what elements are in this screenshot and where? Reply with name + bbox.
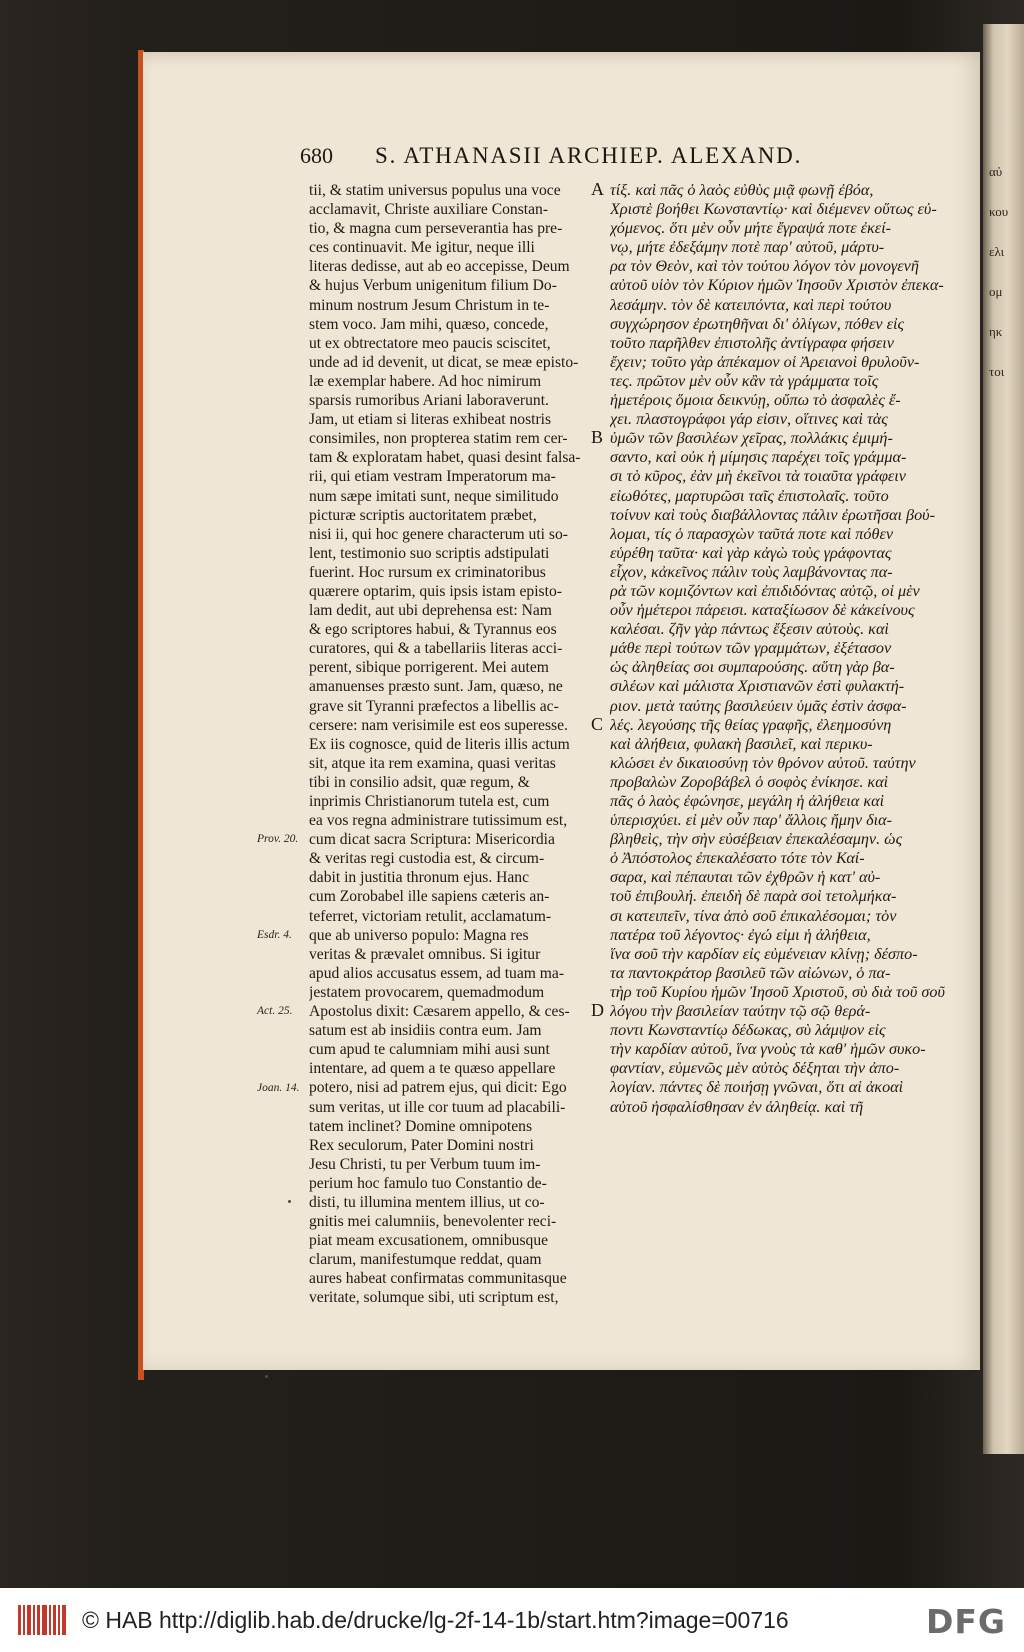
greek-text-line: σαρα, καὶ πέπαυται τῶν ἐχθρῶν ἡ κατ' αὐ- <box>610 868 881 887</box>
greek-text-line: τα παντοκράτορ βασιλεῦ τῶν αἰώνων, ὁ πα- <box>610 963 891 982</box>
latin-text-line: potero, nisi ad patrem ejus, qui dicit: Ego <box>309 1079 567 1097</box>
greek-text-line: εὑρέθη ταῦτα· καὶ γὰρ κἀγὼ τοὺς γράφοντας <box>610 543 892 562</box>
greek-text-line: ὑμῶν τῶν βασιλέων χεῖρας, πολλάκις ἐμιμή- <box>610 429 893 448</box>
greek-text-line: ὑπερισχύει. εἰ μὲν οὖν παρ' ἄλλοις ἤμην δια- <box>610 811 893 830</box>
latin-text-line: Jesu Christi, tu per Verbum tuum im- <box>309 1155 541 1173</box>
greek-text-line: ὁ Ἀπόστολος ἐπεκαλέσατο τότε τὸν Καί- <box>610 849 865 868</box>
latin-text-line: intentare, ad quem a te quæso appellare <box>309 1060 556 1078</box>
dfg-logo: DFG <box>925 1602 1006 1641</box>
greek-text-line: νῳ, μήτε ἐδεξάμην ποτὲ παρ' αὐτοῦ, μάρτυ- <box>610 238 885 257</box>
latin-text-line: consimiles, non propterea statim rem cer- <box>309 430 568 448</box>
running-head <box>300 143 860 173</box>
greek-text-line: εἰωθότες, μαρτυρῶσι ταῖς ἐπιστολαῖς. τοῦτο <box>610 486 889 505</box>
greek-text-line: χει. πλαστογράφοι γάρ εἰσιν, οἵτινες καὶ τὰς <box>610 410 888 429</box>
greek-text-line: τοῦτο παρῆλθεν ἐπιστολῆς ἀντίγραφα φήσειν <box>610 333 894 352</box>
latin-text-line: minum nostrum Jesum Christum in te- <box>309 296 550 314</box>
greek-text-line: ὡς ἀληθείας σοι συμπαρούσης. αὕτη γὰρ βα- <box>610 658 895 677</box>
greek-text-line: τίξ. καὶ πᾶς ὁ λαὸς εὐθὺς μιᾷ φωνῇ ἐβόα, <box>610 181 874 199</box>
latin-text-line: veritas & prævalet omnibus. Si igitur <box>309 945 541 963</box>
greek-text-line: ἔχειν; τοῦτο γὰρ ἀπέκαμον οἱ Ἀρειανοὶ θρυλοῦν- <box>610 352 920 371</box>
latin-text-line: fuerint. Hoc rursum ex criminatoribus <box>309 563 546 581</box>
latin-text-line: unde ad id devenit, ut dicat, se meæ episto- <box>309 353 579 371</box>
latin-text-line: ea vos regna administrare tutissimum est, <box>309 812 568 830</box>
latin-text-line: satum est ab insidiis contra eum. Jam <box>309 1022 542 1040</box>
latin-text-line: lent, testimonio suo scriptis adstipulati <box>309 544 550 562</box>
margin-note: Esdr. 4. <box>257 928 292 941</box>
greek-text-line: τες. πρῶτον μὲν οὖν κἂν τὰ γράμματα τοῖς <box>610 371 879 390</box>
greek-text-line: λεσάμην. τὸν δὲ κατειπόντα, καὶ περὶ τούτου <box>610 295 892 314</box>
greek-text-line: Χριστὲ βοήθει Κωνσταντίῳ· καὶ διέμενεν οὕτως εὐ- <box>610 200 937 219</box>
greek-text-line: φαντίαν, εὐμενῶς μὲν αὐτὸς δέξηται τὴν ἀπο- <box>610 1059 900 1078</box>
latin-text-line: amanuenses præsto sunt. Jam, quæso, ne <box>309 678 563 696</box>
latin-text-line: perium hoc famulo tuo Constantio de- <box>309 1174 547 1192</box>
greek-text-line: καὶ ἀλήθεια, φυλακὴ βασιλεῖ, καὶ περικυ- <box>610 734 873 753</box>
ink-speck <box>265 1375 268 1378</box>
facing-page-fragment: ηκ <box>989 324 1003 339</box>
latin-text-line: num sæpe imitati sunt, neque similitudo <box>309 487 559 505</box>
latin-text-line: & ego scriptores habui, & Tyrannus eos <box>309 621 557 639</box>
latin-text-line: veritate, solumque sibi, uti scriptum est, <box>309 1289 559 1307</box>
greek-text-line: λόγου τὴν βασιλείαν ταύτην τῷ σῷ θερά- <box>610 1002 871 1021</box>
greek-text-line: μάθε περὶ τούτων τῶν γραμμάτων, ἐξέτασον <box>610 639 892 658</box>
latin-text-line: læ exemplar habere. Ad hoc nimirum <box>309 372 542 390</box>
latin-text-line: perent, sibique porrigerent. Mei autem <box>309 659 549 677</box>
margin-note: Act. 25. <box>257 1005 293 1018</box>
latin-text-line: sparsis rumoribus Ariani laboraverunt. <box>309 392 549 410</box>
greek-text-line: τοῦ ἐπιβουλή. ἐπειδὴ δὲ παρὰ σοὶ τετολμήκα- <box>610 887 897 906</box>
latin-text-line: tio, & magna cum perseverantia has pre- <box>309 220 563 238</box>
latin-text-line: cersere: nam verisimile est eos superesse. <box>309 716 568 734</box>
greek-text-line: αὐτοῦ υἱὸν τὸν Κύριον ἡμῶν Ἰησοῦν Χριστὸν ἐπεκα- <box>610 276 944 295</box>
margin-note: Prov. 20. <box>257 833 299 846</box>
latin-text-line: & veritas regi custodia est, & circum- <box>309 850 545 868</box>
greek-text-line: πᾶς ὁ λαὸς ἐφώνησε, μεγάλη ἡ ἀλήθεια καὶ <box>610 792 885 810</box>
section-marker: C <box>591 713 604 734</box>
latin-text-line: tibi in consilio adsit, quæ regum, & <box>309 773 530 791</box>
greek-text-line: ρα τὸν Θεὸν, καὶ τὸν τούτου λόγον τὸν μονογενῆ <box>610 257 919 276</box>
facing-page-fragment: αὐ <box>989 164 1003 179</box>
greek-text-line: σι κατειπεῖν, τίνα ἀπὸ σοῦ ἐπικαλέσομαι; τὸν <box>610 906 897 925</box>
greek-text-line: προβαλὼν Ζοροβάβελ ὁ σοφὸς ἐνίκησε. καὶ <box>610 772 889 791</box>
facing-page-fragment: τοι <box>989 364 1005 379</box>
facing-page-edge <box>983 24 1024 1454</box>
latin-text-line: Jam, ut etiam si literas exhibeat nostris <box>309 411 552 429</box>
latin-text-line: que ab universo populo: Magna res <box>309 926 529 944</box>
latin-text-line: Rex seculorum, Pater Domini nostri <box>309 1136 534 1154</box>
latin-text-line: literas dedisse, aut ab eo accepisse, Deum <box>309 258 570 276</box>
ink-speck <box>288 1200 291 1203</box>
latin-text-line: stem voco. Jam mihi, quæso, concede, <box>309 315 549 333</box>
greek-text-line: καλέσαι. ζῆν γὰρ πάντως ἔξεσιν αὐτοὺς. καὶ <box>610 620 889 639</box>
greek-text-line: κλώσει ἐν δικαιοσύνῃ τὸν θρόνον αὐτοῦ. ταύτην <box>610 753 916 772</box>
latin-text-line: clarum, manifestumque reddat, quam <box>309 1251 542 1269</box>
latin-text-line: sit, atque ita rem examina, quasi veritas <box>309 754 556 772</box>
greek-text-line: οὖν ἡμέτεροι πάρεισι. καταξίωσον δὲ κἀκείνους <box>610 601 915 620</box>
latin-column <box>309 181 592 1308</box>
section-marker: A <box>591 179 604 199</box>
latin-text-line: rii, qui etiam vestram Imperatorum ma- <box>309 468 556 486</box>
latin-text-line: cum dicat sacra Scriptura: Misericordia <box>309 831 555 849</box>
greek-text-line: σαντο, καὶ οὐκ ἡ μίμησις παρέχει τοῖς γράμμα- <box>610 448 907 467</box>
greek-text-line: ἡμετέροις ὅμοια δεικνύῃ, οὔπω τὸ ἀσφαλὲς ἔ- <box>610 391 901 410</box>
latin-text-line: curatores, qui & a tabellariis literas acci- <box>309 640 563 658</box>
latin-text-line: acclamavit, Christe auxiliare Constan- <box>309 201 549 219</box>
greek-text-line: λομαι, τίς ὁ παρασχὼν ταῦτά ποτε καὶ πόθεν <box>610 524 894 543</box>
latin-text-line: gnitis mei calumniis, benevolenter reci- <box>309 1213 557 1231</box>
greek-text-line: ρὰ τῶν κομιζόντων καὶ ἐπιδιδόντας αὐτῷ, οἱ μὲν <box>610 581 920 600</box>
latin-text-line: ces continuavit. Me igitur, neque illi <box>309 239 535 257</box>
greek-text-line: σιλέων καὶ μάλιστα Χριστιανῶν ἐστὶ φυλακτή- <box>610 677 905 696</box>
latin-text-line: nisi ii, qui hoc genere characterum uti so- <box>309 525 568 543</box>
page-number: 680 <box>300 143 333 168</box>
footer-credit-link[interactable]: © HAB http://diglib.hab.de/drucke/lg-2f-14-1b/start.htm?image=00716 <box>82 1606 789 1633</box>
latin-text-line: teferret, victoriam retulit, acclamatum- <box>309 907 552 925</box>
greek-text-line: εἶχον, κἀκεῖνος πάλιν τοὺς λαμβάνοντας πα- <box>610 562 893 581</box>
latin-text-line: tii, & statim universus populus una voce <box>309 182 561 199</box>
latin-text-line: picturæ scriptis auctoritatem præbet, <box>309 506 537 524</box>
facing-page-fragment: ελι <box>989 244 1005 259</box>
latin-text-line: sum veritas, ut ille cor tuum ad placabili- <box>309 1098 566 1116</box>
greek-text-line: λές. λεγούσης τῆς θείας γραφῆς, ἐλεημοσύνη <box>610 715 892 734</box>
latin-text-line: tam & exploratam habet, quasi desint falsa- <box>309 449 581 467</box>
greek-text-line: τοίνυν καὶ τοὺς διαβάλλοντας πάλιν ἐρωτῆσαι βού- <box>610 505 936 524</box>
latin-text-line: cum Zorobabel ille sapiens cæteris an- <box>309 888 550 906</box>
latin-text-line: & hujus Verbum unigenitum filium Do- <box>309 277 557 295</box>
latin-text-line: piat meam excusationem, omnibusque <box>309 1232 549 1250</box>
latin-text-line: quærere optarim, quis ipsis istam episto- <box>309 582 562 600</box>
hab-barcode-icon <box>18 1605 68 1635</box>
latin-text-line: Ex iis cognosce, quid de literis illis actum <box>309 735 570 753</box>
greek-text-line: βληθεὶς, τὴν σὴν εὐσέβειαν ἐπεκαλέσαμην. ὡς <box>610 830 903 849</box>
latin-text-line: dabit in justitia thronum ejus. Hanc <box>309 869 530 887</box>
greek-text-line: ποντι Κωνσταντίῳ δέδωκας, σὺ λάμψον εἰς <box>610 1021 886 1040</box>
section-marker: B <box>591 427 604 448</box>
section-marker: D <box>591 1000 604 1021</box>
latin-text-line: lam dedit, aut ubi deprehensa est: Nam <box>309 602 552 620</box>
latin-text-line: grave sit Tyranni præfectos a libellis ac- <box>309 697 559 715</box>
greek-text-line: τὴρ τοῦ Κυρίου ἡμῶν Ἰησοῦ Χριστοῦ, σὺ διὰ τοῦ σοῦ <box>610 982 945 1001</box>
greek-text-line: ἵνα σοῦ τὴν καρδίαν εἰς εὐμένειαν κλίνῃ; δέσπο- <box>610 944 918 963</box>
latin-text-line: Apostolus dixit: Cæsarem appello, & ces- <box>309 1003 570 1021</box>
latin-text-line: apud alios accusatus essem, ad tuam ma- <box>309 964 565 982</box>
greek-text-line: συγχώρησον ἐρωτηθῆναι δι' ὀλίγων, πόθεν εἰς <box>610 314 905 333</box>
facing-page-fragment: ομ <box>989 284 1003 299</box>
greek-text-line: χόμενος. ὅτι μὲν οὖν μήτε ἔγραψά ποτε ἐκεί- <box>610 219 892 238</box>
greek-text-line: αὐτοῦ ἠσφαλίσθησαν ἐν ἀληθείᾳ. καὶ τῆ <box>610 1097 864 1116</box>
greek-text-line: σι τὸ κῦρος, ἐὰν μὴ ἐκεῖνοι τὰ τοιαῦτα γράφειν <box>610 467 906 486</box>
latin-text-line: cum apud te calumniam mihi ausi sunt <box>309 1041 550 1059</box>
greek-column <box>610 181 958 1117</box>
latin-text-line: ut ex obtrectatore meo paucis sciscitet, <box>309 334 551 352</box>
latin-text-line: inprimis Christianorum tutela est, cum <box>309 793 550 810</box>
greek-text-line: πατέρα τοῦ λέγοντος· ἐγώ εἰμι ἡ ἀλήθεια, <box>610 925 871 944</box>
greek-text-line: ριον. μετὰ ταύτης βασιλεύειν ὑμᾶς ἐστὶν ἀσφα- <box>610 696 907 715</box>
greek-text-line: λογίαν. πάντες δὲ ποιήσῃ γνῶναι, ὅτι αἱ ἀκοαὶ <box>610 1078 904 1097</box>
viewer-footer <box>0 1588 1024 1652</box>
latin-text-line: aures habeat confirmatas communitasque <box>309 1270 567 1288</box>
margin-note: Joan. 14. <box>257 1081 300 1094</box>
latin-text-line: disti, tu illumina mentem illius, ut co- <box>309 1193 545 1211</box>
latin-text-line: jestatem provocarem, quemadmodum <box>309 983 545 1001</box>
facing-page-fragment: κου <box>989 204 1009 219</box>
latin-text-line: tatem inclinet? Domine omnipotens <box>309 1117 533 1135</box>
running-title: S. ATHANASII ARCHIEP. ALEXAND. <box>375 143 803 168</box>
greek-text-line: τὴν καρδίαν αὐτοῦ, ἵνα γνοὺς τὰ καθ' ἡμῶν συκο- <box>610 1040 926 1059</box>
